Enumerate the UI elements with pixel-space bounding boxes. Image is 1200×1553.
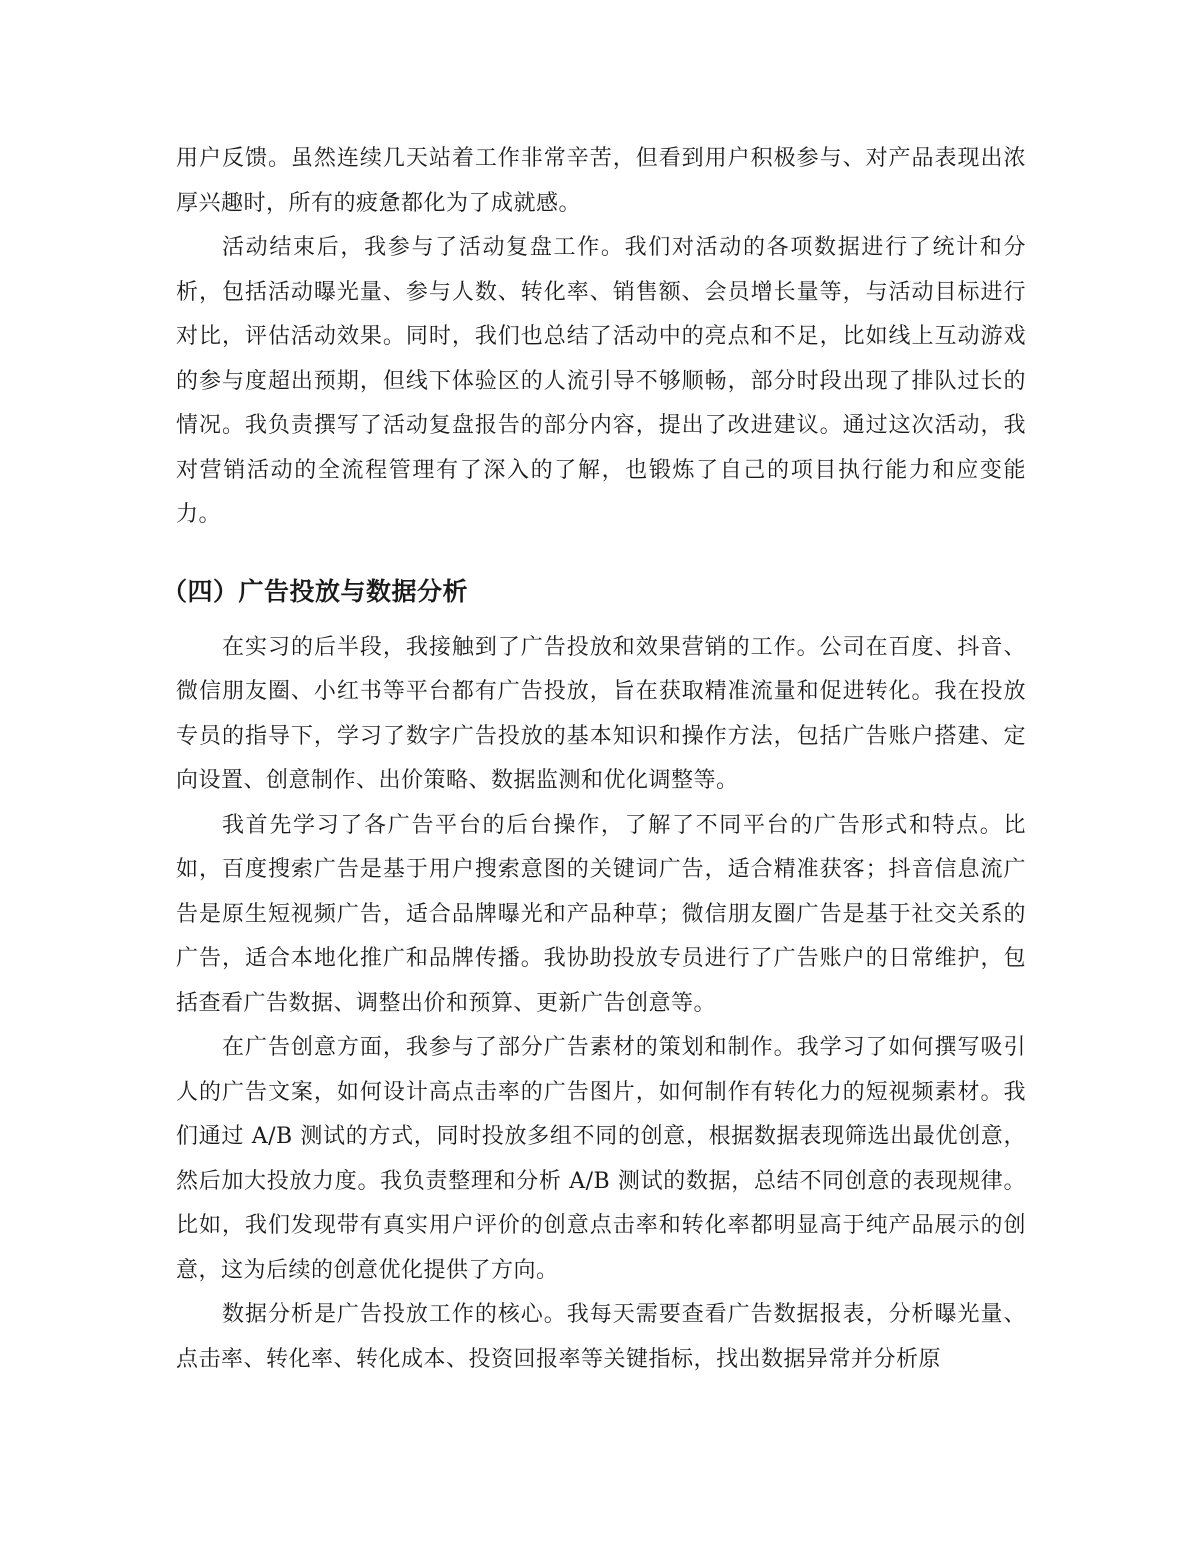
section-title: （四）广告投放与数据分析 <box>162 576 469 606</box>
paragraph-ad-creative: 在广告创意方面，我参与了部分广告素材的策划和制作。我学习了如何撰写吸引人的广告文案，如何设计高点击率的广告图片，如何制作有转化力的短视频素材。我们通过 A/B 测试的方式，同时投放多组不同的创意，根据数据表现筛选出最优创意，然后加大投放力度。我负责整理和分析 A/B 测试的数据，总结不同创意的表现规律。比如，我们发现带有真实用户评价的创意点击率和转化率都明显高于纯产品展示的创意，这为后续的创意优化提供了方向。 <box>176 1035 1026 1283</box>
paragraph-ad-platforms: 我首先学习了各广告平台的后台操作，了解了不同平台的广告形式和特点。比如，百度搜索广告是基于用户搜索意图的关键词广告，适合精准获客；抖音信息流广告是原生短视频广告，适合品牌曝光和产品种草；微信朋友圈广告是基于社交关系的广告，适合本地化推广和品牌传播。我协助投放专员进行了广告账户的日常维护，包括查看广告数据、调整出价和预算、更新广告创意等。 <box>176 812 1026 1016</box>
paragraph-ad-intro: 在实习的后半段，我接触到了广告投放和效果营销的工作。公司在百度、抖音、微信朋友圈、小红书等平台都有广告投放，旨在获取精准流量和促进转化。我在投放专员的指导下，学习了数字广告投放的基本知识和操作方法，包括广告账户搭建、定向设置、创意制作、出价策略、数据监测和优化调整等。 <box>176 634 1026 793</box>
document-body <box>162 137 1026 1382</box>
paragraph-event-review: 活动结束后，我参与了活动复盘工作。我们对活动的各项数据进行了统计和分析，包括活动曝光量、参与人数、转化率、销售额、会员增长量等，与活动目标进行对比，评估活动效果。同时，我们也总结了活动中的亮点和不足，比如线上互动游戏的参与度超出预期，但线下体验区的人流引导不够顺畅，部分时段出现了排队过长的情况。我负责撰写了活动复盘报告的部分内容，提出了改进建议。通过这次活动，我对营销活动的全流程管理有了深入的了解，也锻炼了自己的项目执行能力和应变能力。 <box>176 235 1026 527</box>
paragraph-data-analysis: 数据分析是广告投放工作的核心。我每天需要查看广告数据报表，分析曝光量、点击率、转化率、转化成本、投资回报率等关键指标，找出数据异常并分析原 <box>176 1302 1026 1372</box>
paragraph-user-feedback: 用户反馈。虽然连续几天站着工作非常辛苦，但看到用户积极参与、对产品表现出浓厚兴趣时，所有的疲惫都化为了成就感。 <box>176 146 1026 216</box>
